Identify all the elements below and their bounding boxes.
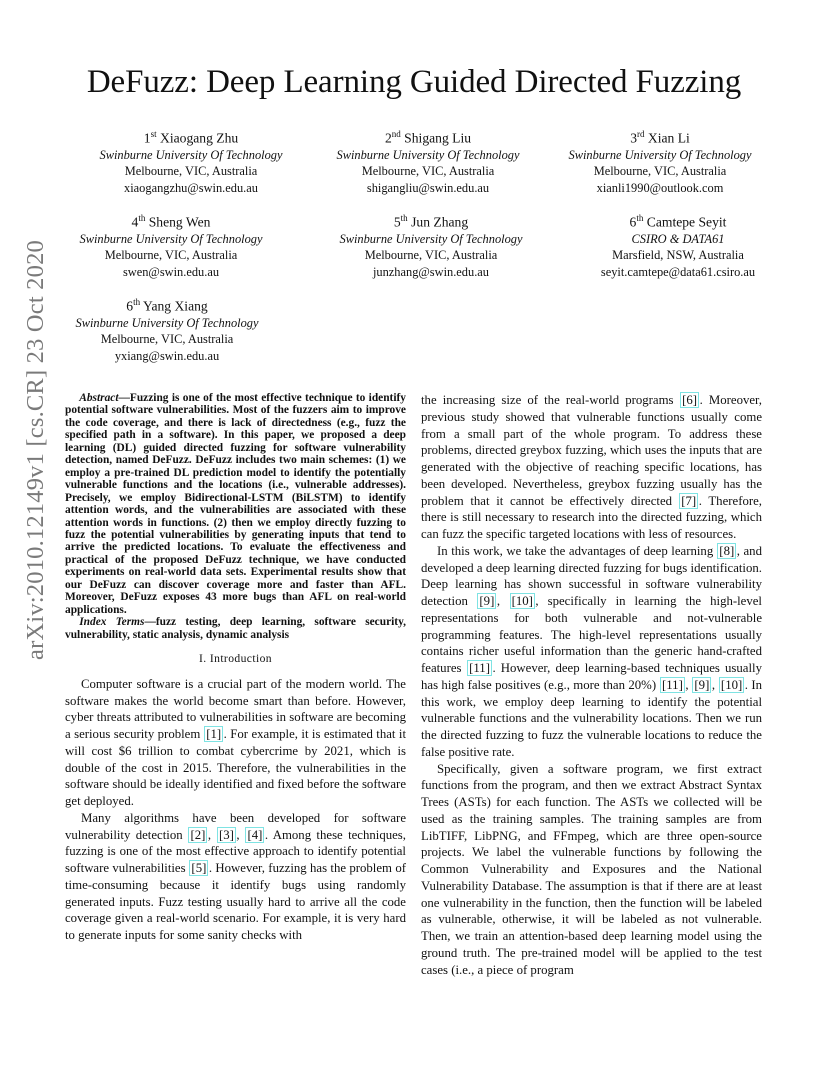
author-affiliation: CSIRO & DATA61 <box>631 231 725 246</box>
author-email: junzhang@swin.edu.au <box>372 264 490 279</box>
citation-link[interactable]: [4] <box>247 827 263 842</box>
author-name: 4th Sheng Wen <box>131 213 211 230</box>
arxiv-identifier-stamp: arXiv:2010.12149v1 [cs.CR] 23 Oct 2020 <box>22 240 49 660</box>
index-terms-text: —fuzz testing, deep learning, software security, vulnerability, static analysis, dynamic analysis <box>65 616 406 641</box>
author-affiliation: Swinburne University Of Technology <box>568 147 752 162</box>
citation-link[interactable]: [1] <box>206 727 222 742</box>
author-location: Melbourne, VIC, Australia <box>100 332 234 347</box>
citation-link[interactable]: [8] <box>719 543 735 558</box>
author-affiliation: Swinburne University Of Technology <box>336 147 520 162</box>
author-affiliation: Swinburne University Of Technology <box>75 315 259 330</box>
author-location: Melbourne, VIC, Australia <box>364 248 498 263</box>
citation-link[interactable]: [10] <box>720 677 743 692</box>
author-block-4 <box>80 210 263 280</box>
citation-link[interactable]: [9] <box>479 594 495 608</box>
author-affiliation: Swinburne University Of Technology <box>339 231 523 246</box>
citation-link[interactable]: [7] <box>681 493 697 508</box>
citation-link[interactable]: [11] <box>661 677 683 692</box>
abstract-text: —Fuzzing is one of the most effective technique to identify potential software vulnerabilities. Most of the fuzzers aim to improve the code coverage, and there is lack of directedness (e.g., fuzz the specified path in a software). In this paper, we proposed a deep learning (DL) guided directed fuzzing for software vulnerability detection, named DeFuzz. DeFuzz includes two main schemes: (1) we employ a pre-trained DL prediction model to identify the potentially vulnerable functions and the locations (i.e., vulnerable addresses). Precisely, we employ Bidirectional-LSTM (BiLSTM) to identify attention words, and the vulnerabilities are associated with these attention words in functions. (2) then we employ directly fuzzing to fuzz the potential vulnerabilities by generating inputs that tend to arrive the predicted locations. To evaluate the effectiveness and practical of the proposed DeFuzz technique, we have conducted experiments on real-world data sets. Experimental results show that our DeFuzz can discover coverage more and faster than AFL. Moreover, DeFuzz exposes 43 more bugs than AFL on real-world applications. <box>65 392 406 616</box>
intro-paragraph-3: the increasing size of the real-world programs [6] . Moreover, previous study showed that vulnerable functions usually come from a small part of the whole program. To address these problems, directed greybox fuzzing, which uses the inputs that are generated with the objective of reaching specific locations, has been developed. Nevertheless, greybox fuzzing usually has the problem that it cannot be effectively directed [7] . Therefore, there is still necessary to research into the directed fuzzing, which can fuzz the specific targeted locations with less of resources. <box>421 393 762 541</box>
author-location: Melbourne, VIC, Australia <box>361 164 495 179</box>
citation-link[interactable]: [11] <box>469 661 490 675</box>
author-name: 1st Xiaogang Zhu <box>143 129 239 146</box>
citation-link[interactable]: [3] <box>218 827 234 842</box>
author-name: 3rd Xian Li <box>630 129 690 146</box>
intro-paragraph-1: Computer software is a crucial part of the modern world. The software makes the world become smart than before. However, cyber threats attributed to vulnerabilities in software are becoming a serious security problem [1] . For example, it is estimated that it will cost $6 trillion to combat cybercrime by 2021, which is double of the cost in 2015. Therefore, the vulnerabilities in the software should be ideally identified and fixed before the software get deployed. <box>65 676 406 809</box>
paper-title: DeFuzz: Deep Learning Guided Directed Fuzzing <box>86 64 742 100</box>
citation-link[interactable]: [5] <box>191 861 207 876</box>
citation-link[interactable]: [9] <box>694 677 710 692</box>
author-block-1 <box>100 126 283 196</box>
index-terms-label: Index Terms <box>79 616 145 629</box>
intro-paragraph-2: Many algorithms have been developed for software vulnerability detection [2] , [3] , [4] . Among these techniques, fuzzing is one of the most effective approach to identify potential software vulnerabilities [5] . However, fuzzing has the problem of time-consuming because it identify bugs using randomly generated inputs. Fuzz testing usually hard to arrive all the code coverage given a real-world scenario. For example, it is very hard to generate inputs for some sanity checks with <box>65 810 406 943</box>
author-location: Melbourne, VIC, Australia <box>104 248 238 263</box>
abstract <box>65 392 406 616</box>
author-location: Melbourne, VIC, Australia <box>124 164 258 179</box>
intro-paragraph-5: Specifically, given a software program, we first extract functions from the program, and then we extract Abstract Syntax Trees (ASTs) for each function. The ASTs we collected will be used as the training samples. The training samples are from LibTIFF, LibPNG, and FFmpeg, which are three open-source projects. We label the vulnerable functions by following the Common Vulnerability and Exposures and the National Vulnerability Database. The assumption is that if there are at least one vulnerability in the function, then the function will be labeled as vulnerable, otherwise, it will be labeled as not vulnerable. Then, we train an attention-based deep learning model using the ground truth. The pre-trained model will be applied to the test cases (i.e., a piece of program <box>421 761 762 977</box>
citation-link[interactable]: [10] <box>511 594 533 608</box>
author-block-6 <box>601 210 755 280</box>
author-email: yxiang@swin.edu.au <box>114 348 220 363</box>
author-name: 2nd Shigang Liu <box>384 129 472 146</box>
author-name: 5th Jun Zhang <box>393 213 469 230</box>
section-heading-introduction: I. Introduction <box>199 652 272 666</box>
left-column <box>65 392 406 944</box>
author-block-7 <box>76 294 259 364</box>
index-terms <box>65 616 406 641</box>
citation-link[interactable]: [6] <box>682 393 698 407</box>
author-affiliation: Swinburne University Of Technology <box>79 231 263 246</box>
author-block-5 <box>340 210 523 280</box>
author-email: xiaogangzhu@swin.edu.au <box>124 180 258 195</box>
author-location: Melbourne, VIC, Australia <box>593 164 727 179</box>
author-location: Marsfield, NSW, Australia <box>612 248 744 263</box>
author-affiliation: Swinburne University Of Technology <box>99 147 283 162</box>
author-email: seyit.camtepe@data61.csiro.au <box>600 264 756 279</box>
author-block-3 <box>569 126 752 196</box>
author-block-2 <box>337 126 520 196</box>
citation-link[interactable]: [2] <box>190 827 206 842</box>
right-column <box>421 392 762 978</box>
author-email: swen@swin.edu.au <box>122 264 220 279</box>
author-name: 6th Camtepe Seyit <box>629 213 727 230</box>
abstract-label: Abstract <box>79 392 119 404</box>
author-email: shigangliu@swin.edu.au <box>366 180 490 195</box>
author-name: 6th Yang Xiang <box>126 297 208 314</box>
intro-paragraph-4: In this work, we take the advantages of deep learning [8] , and developed a deep learning directed fuzzing for bugs identification. Deep learning has shown successful in software vulnerability detection [9] , [10] , specifically in learning the high-level representations for both vulnerable and not-vulnerable programming features. The high-level representations usually contains richer useful information than the generic hand-crafted features [11] . However, deep learning-based techniques usually has high false positives (e.g., more than 20%) [11] , [9] , [10] . In this work, we employ deep learning to identify the potential vulnerable functions and the vulnerability locations. Then we run the directed fuzzing to fuzz the vulnerable locations to reduce the false positive rate. <box>421 543 762 759</box>
author-email: xianli1990@outlook.com <box>596 180 724 195</box>
